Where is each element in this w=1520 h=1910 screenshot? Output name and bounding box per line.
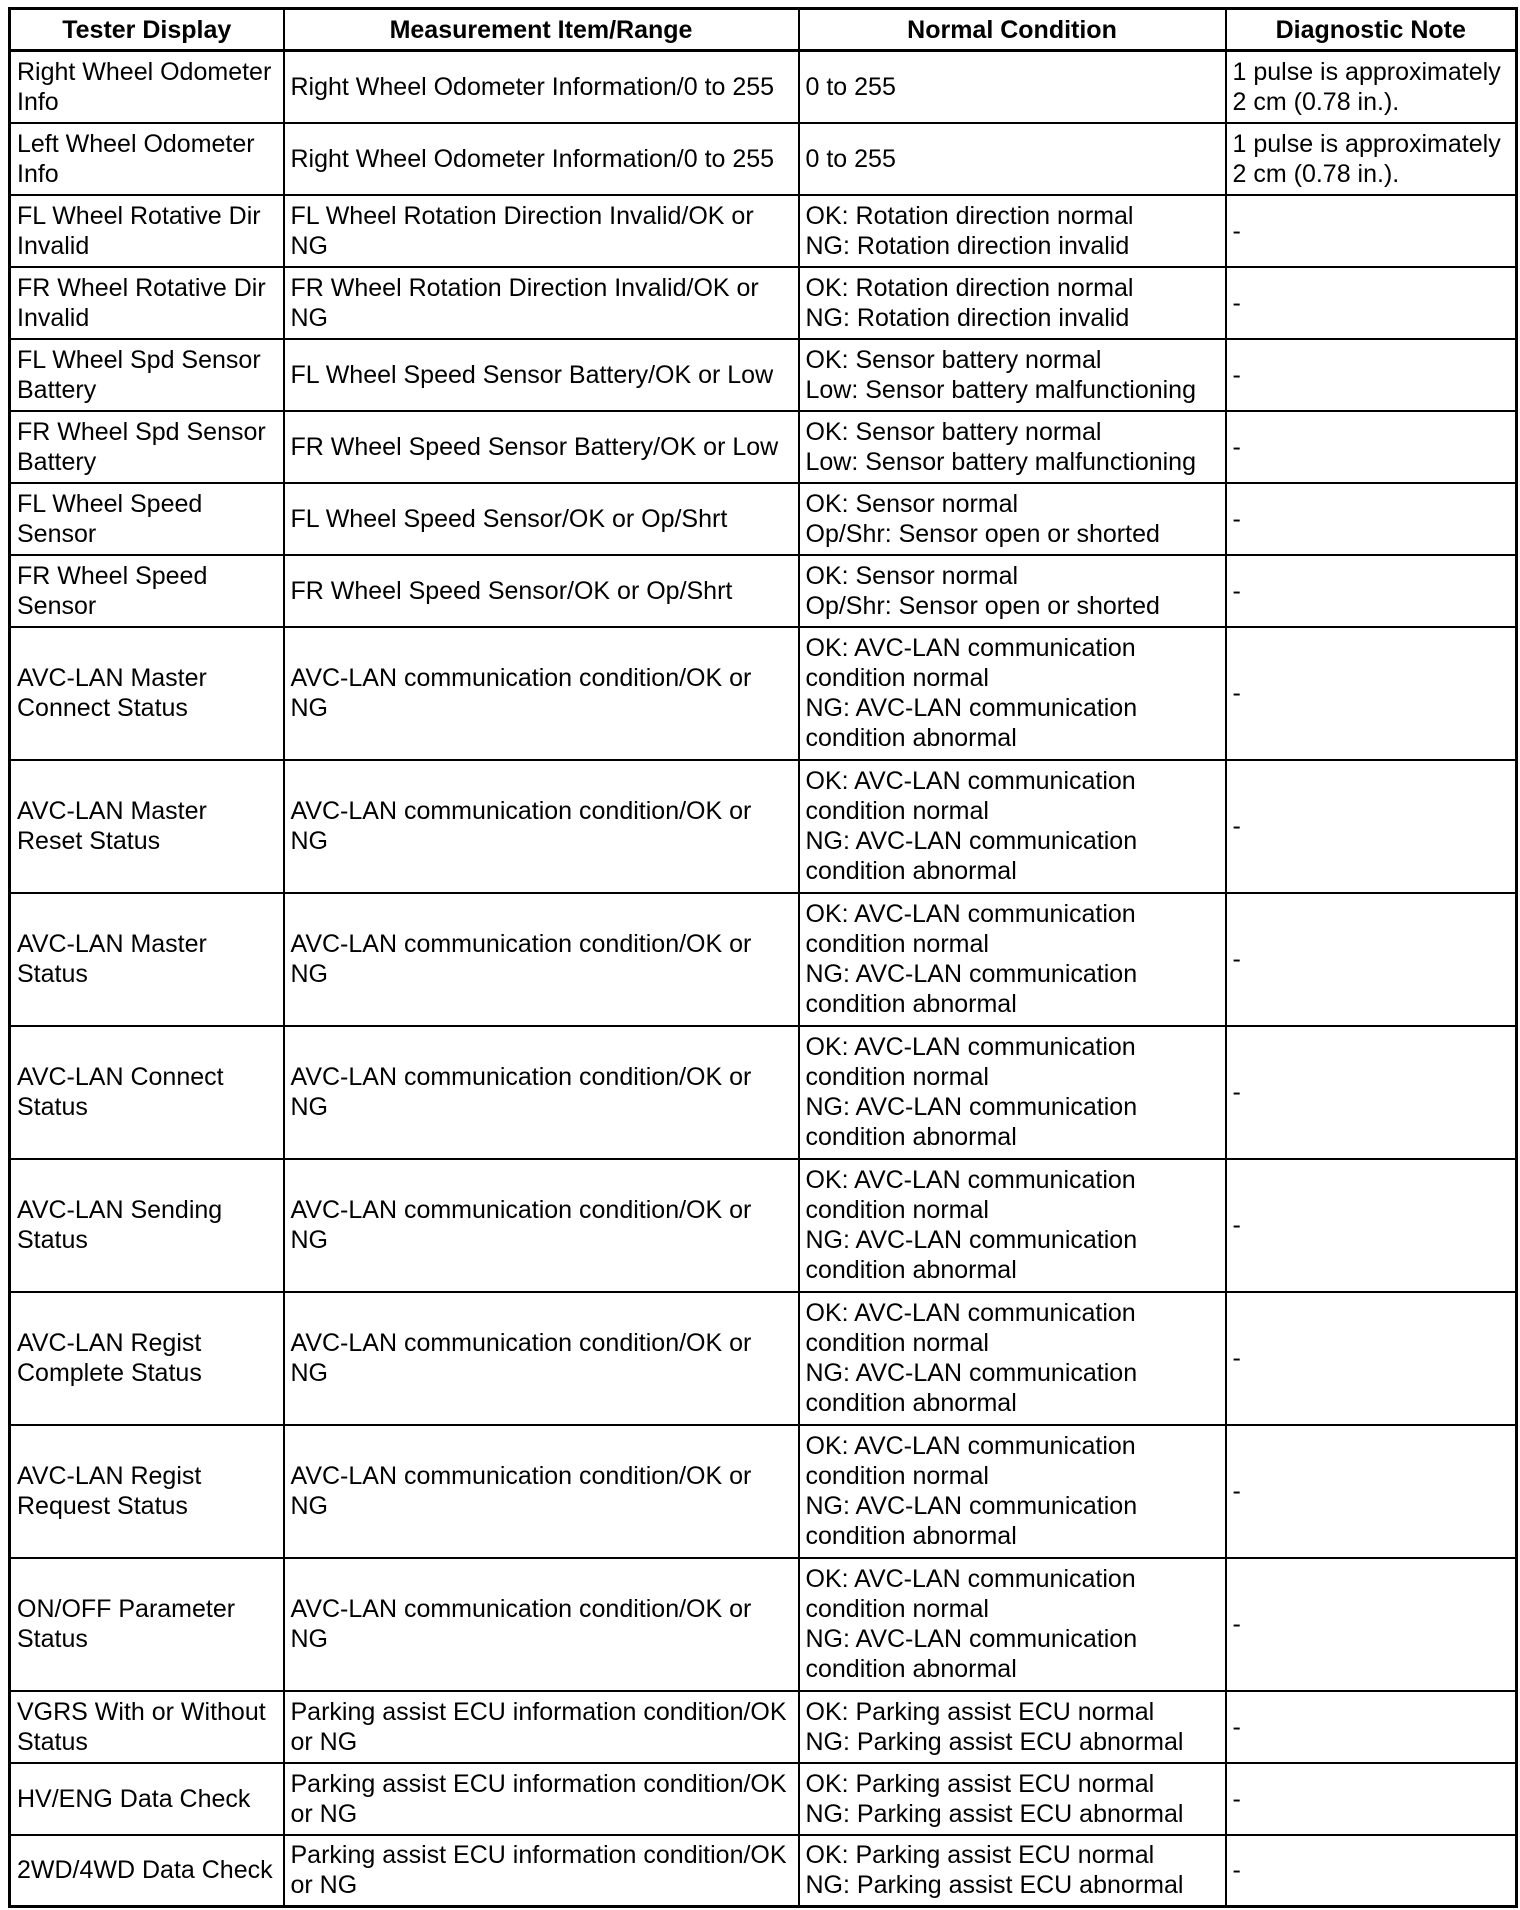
header-diagnostic-note: Diagnostic Note <box>1226 9 1517 51</box>
cell-diagnostic-note: - <box>1226 555 1517 627</box>
table-row <box>10 267 1517 339</box>
cell-measurement-item: AVC-LAN communication condition/OK or NG <box>284 1425 799 1558</box>
normal-condition-line: OK: AVC-LAN communication condition normal <box>805 900 1136 958</box>
normal-condition-line: NG: AVC-LAN communication condition abnormal <box>805 827 1138 885</box>
cell-measurement-item: FL Wheel Speed Sensor Battery/OK or Low <box>284 339 799 411</box>
cell-normal-condition <box>799 1558 1226 1691</box>
cell-diagnostic-note: - <box>1226 339 1517 411</box>
cell-normal-condition <box>799 339 1226 411</box>
cell-tester-display: AVC-LAN Regist Request Status <box>10 1425 284 1558</box>
cell-normal-condition <box>799 627 1226 760</box>
cell-normal-condition <box>799 411 1226 483</box>
normal-condition-line: OK: AVC-LAN communication condition normal <box>805 1033 1136 1091</box>
cell-normal-condition <box>799 1292 1226 1425</box>
cell-measurement-item: AVC-LAN communication condition/OK or NG <box>284 627 799 760</box>
cell-diagnostic-note: 1 pulse is approximately 2 cm (0.78 in.). <box>1226 123 1517 195</box>
cell-measurement-item: AVC-LAN communication condition/OK or NG <box>284 893 799 1026</box>
cell-measurement-item: Parking assist ECU information condition/OK or NG <box>284 1691 799 1763</box>
cell-tester-display: AVC-LAN Master Status <box>10 893 284 1026</box>
cell-measurement-item: AVC-LAN communication condition/OK or NG <box>284 760 799 893</box>
cell-measurement-item: Parking assist ECU information condition/OK or NG <box>284 1835 799 1907</box>
cell-tester-display: VGRS With or Without Status <box>10 1691 284 1763</box>
table-row <box>10 1763 1517 1835</box>
cell-diagnostic-note: - <box>1226 411 1517 483</box>
cell-measurement-item: AVC-LAN communication condition/OK or NG <box>284 1558 799 1691</box>
normal-condition-line: OK: Rotation direction normal <box>805 273 1134 302</box>
cell-tester-display: FL Wheel Rotative Dir Invalid <box>10 195 284 267</box>
cell-diagnostic-note: - <box>1226 893 1517 1026</box>
cell-diagnostic-note: - <box>1226 1292 1517 1425</box>
cell-tester-display: AVC-LAN Master Reset Status <box>10 760 284 893</box>
table-row <box>10 483 1517 555</box>
data-list-sheet <box>8 7 1518 1908</box>
cell-diagnostic-note: - <box>1226 483 1517 555</box>
cell-measurement-item: AVC-LAN communication condition/OK or NG <box>284 1159 799 1292</box>
table-row <box>10 1558 1517 1691</box>
cell-measurement-item: FR Wheel Speed Sensor Battery/OK or Low <box>284 411 799 483</box>
normal-condition-line: OK: Parking assist ECU normal <box>805 1769 1155 1798</box>
cell-tester-display: AVC-LAN Regist Complete Status <box>10 1292 284 1425</box>
cell-measurement-item: Right Wheel Odometer Information/0 to 255 <box>284 123 799 195</box>
header-normal-condition: Normal Condition <box>799 9 1226 51</box>
cell-tester-display: HV/ENG Data Check <box>10 1763 284 1835</box>
normal-condition-line: Low: Sensor battery malfunctioning <box>805 447 1196 476</box>
header-row <box>10 9 1517 51</box>
header-measurement-item: Measurement Item/Range <box>284 9 799 51</box>
cell-diagnostic-note: - <box>1226 760 1517 893</box>
cell-diagnostic-note: - <box>1226 1763 1517 1835</box>
cell-normal-condition <box>799 555 1226 627</box>
cell-diagnostic-note: - <box>1226 267 1517 339</box>
header-tester-display: Tester Display <box>10 9 284 51</box>
cell-tester-display: FL Wheel Spd Sensor Battery <box>10 339 284 411</box>
table-row <box>10 760 1517 893</box>
cell-normal-condition <box>799 483 1226 555</box>
cell-normal-condition <box>799 195 1226 267</box>
cell-tester-display: Left Wheel Odometer Info <box>10 123 284 195</box>
table-row <box>10 339 1517 411</box>
normal-condition-line: OK: AVC-LAN communication condition normal <box>805 634 1136 692</box>
table-row <box>10 1026 1517 1159</box>
normal-condition-line: Op/Shr: Sensor open or shorted <box>805 591 1160 620</box>
table-row <box>10 627 1517 760</box>
cell-tester-display: FR Wheel Spd Sensor Battery <box>10 411 284 483</box>
cell-measurement-item: AVC-LAN communication condition/OK or NG <box>284 1026 799 1159</box>
normal-condition-line: 0 to 255 <box>805 72 896 101</box>
cell-tester-display: ON/OFF Parameter Status <box>10 1558 284 1691</box>
cell-measurement-item: FL Wheel Rotation Direction Invalid/OK or NG <box>284 195 799 267</box>
normal-condition-line: Low: Sensor battery malfunctioning <box>805 375 1196 404</box>
cell-tester-display: 2WD/4WD Data Check <box>10 1835 284 1907</box>
cell-normal-condition <box>799 1026 1226 1159</box>
cell-normal-condition <box>799 1425 1226 1558</box>
table-row <box>10 893 1517 1026</box>
normal-condition-line: OK: AVC-LAN communication condition normal <box>805 1565 1136 1623</box>
cell-measurement-item: Parking assist ECU information condition/OK or NG <box>284 1763 799 1835</box>
normal-condition-line: NG: Parking assist ECU abnormal <box>805 1871 1184 1900</box>
cell-tester-display: FR Wheel Speed Sensor <box>10 555 284 627</box>
normal-condition-line: OK: Sensor normal <box>805 561 1019 590</box>
cell-measurement-item: AVC-LAN communication condition/OK or NG <box>284 1292 799 1425</box>
normal-condition-line: 0 to 255 <box>805 144 896 173</box>
normal-condition-line: OK: Parking assist ECU normal <box>805 1697 1155 1726</box>
cell-measurement-item: FL Wheel Speed Sensor/OK or Op/Shrt <box>284 483 799 555</box>
cell-normal-condition <box>799 893 1226 1026</box>
normal-condition-line: NG: AVC-LAN communication condition abnormal <box>805 1093 1138 1151</box>
cell-diagnostic-note: - <box>1226 1425 1517 1558</box>
cell-normal-condition <box>799 1835 1226 1907</box>
cell-diagnostic-note: - <box>1226 1835 1517 1907</box>
table-row <box>10 51 1517 123</box>
normal-condition-line: OK: AVC-LAN communication condition normal <box>805 1432 1136 1490</box>
data-list-table <box>8 7 1518 1908</box>
normal-condition-line: NG: AVC-LAN communication condition abnormal <box>805 960 1138 1018</box>
table-body <box>10 51 1517 1907</box>
table-row <box>10 411 1517 483</box>
cell-tester-display: FR Wheel Rotative Dir Invalid <box>10 267 284 339</box>
cell-diagnostic-note: - <box>1226 1159 1517 1292</box>
cell-tester-display: AVC-LAN Connect Status <box>10 1026 284 1159</box>
normal-condition-line: NG: AVC-LAN communication condition abnormal <box>805 694 1138 752</box>
normal-condition-line: OK: Rotation direction normal <box>805 201 1134 230</box>
cell-diagnostic-note: - <box>1226 1026 1517 1159</box>
normal-condition-line: NG: Parking assist ECU abnormal <box>805 1799 1184 1828</box>
cell-normal-condition <box>799 1159 1226 1292</box>
cell-normal-condition <box>799 1763 1226 1835</box>
table-row <box>10 1292 1517 1425</box>
table-row <box>10 123 1517 195</box>
normal-condition-line: OK: Parking assist ECU normal <box>805 1841 1155 1870</box>
cell-diagnostic-note: - <box>1226 627 1517 760</box>
normal-condition-line: OK: AVC-LAN communication condition normal <box>805 1299 1136 1357</box>
table-row <box>10 1159 1517 1292</box>
cell-diagnostic-note: - <box>1226 1558 1517 1691</box>
cell-tester-display: AVC-LAN Sending Status <box>10 1159 284 1292</box>
cell-tester-display: FL Wheel Speed Sensor <box>10 483 284 555</box>
table-row <box>10 1835 1517 1907</box>
cell-tester-display: Right Wheel Odometer Info <box>10 51 284 123</box>
cell-diagnostic-note: - <box>1226 1691 1517 1763</box>
cell-normal-condition <box>799 51 1226 123</box>
normal-condition-line: OK: Sensor normal <box>805 489 1019 518</box>
cell-measurement-item: FR Wheel Speed Sensor/OK or Op/Shrt <box>284 555 799 627</box>
normal-condition-line: OK: AVC-LAN communication condition normal <box>805 1166 1136 1224</box>
cell-normal-condition <box>799 267 1226 339</box>
normal-condition-line: NG: Parking assist ECU abnormal <box>805 1727 1184 1756</box>
normal-condition-line: NG: AVC-LAN communication condition abnormal <box>805 1492 1138 1550</box>
cell-normal-condition <box>799 1691 1226 1763</box>
cell-measurement-item: FR Wheel Rotation Direction Invalid/OK or NG <box>284 267 799 339</box>
table-row <box>10 1425 1517 1558</box>
normal-condition-line: NG: Rotation direction invalid <box>805 303 1130 332</box>
normal-condition-line: NG: AVC-LAN communication condition abnormal <box>805 1226 1138 1284</box>
cell-diagnostic-note: 1 pulse is approximately 2 cm (0.78 in.). <box>1226 51 1517 123</box>
table-row <box>10 1691 1517 1763</box>
cell-diagnostic-note: - <box>1226 195 1517 267</box>
normal-condition-line: OK: AVC-LAN communication condition normal <box>805 767 1136 825</box>
normal-condition-line: NG: AVC-LAN communication condition abnormal <box>805 1359 1138 1417</box>
normal-condition-line: OK: Sensor battery normal <box>805 345 1102 374</box>
normal-condition-line: OK: Sensor battery normal <box>805 417 1102 446</box>
cell-normal-condition <box>799 760 1226 893</box>
normal-condition-line: Op/Shr: Sensor open or shorted <box>805 519 1160 548</box>
normal-condition-line: NG: AVC-LAN communication condition abnormal <box>805 1625 1138 1683</box>
normal-condition-line: NG: Rotation direction invalid <box>805 231 1130 260</box>
table-header <box>10 9 1517 51</box>
cell-measurement-item: Right Wheel Odometer Information/0 to 255 <box>284 51 799 123</box>
table-row <box>10 555 1517 627</box>
cell-tester-display: AVC-LAN Master Connect Status <box>10 627 284 760</box>
cell-normal-condition <box>799 123 1226 195</box>
table-row <box>10 195 1517 267</box>
